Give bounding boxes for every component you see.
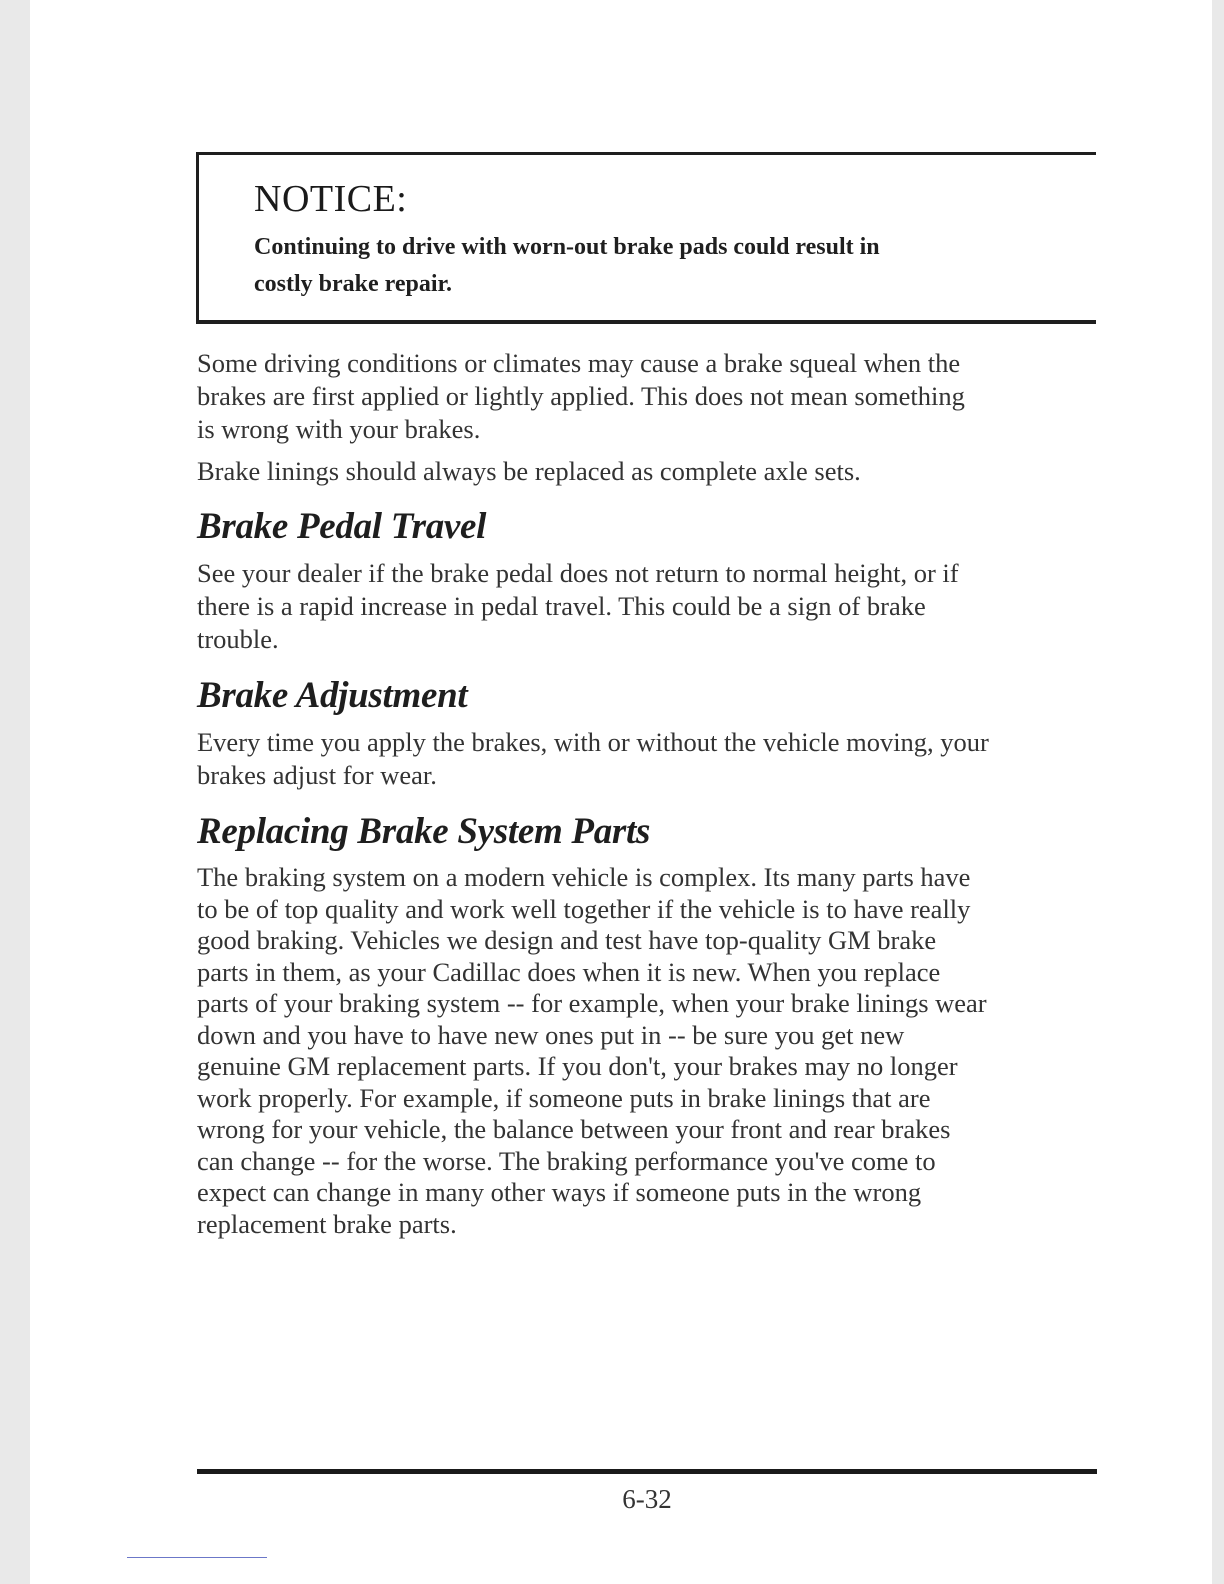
text-line: parts of your braking system -- for example, when your brake linings wear (197, 988, 987, 1018)
notice-line: Continuing to drive with worn-out brake pads could result in (254, 234, 880, 260)
section-heading-brake-adjustment: Brake Adjustment (197, 675, 468, 716)
text-line: Every time you apply the brakes, with or without the vehicle moving, your (197, 727, 989, 757)
notice-title: NOTICE: (254, 178, 408, 220)
text-line: wrong for your vehicle, the balance between your front and rear brakes (197, 1114, 951, 1144)
text-line: replacement brake parts. (197, 1208, 457, 1239)
section-paragraph-brake-adjustment (197, 726, 1097, 792)
page-number: 6-32 (622, 1484, 672, 1514)
text-line: The braking system on a modern vehicle is complex. Its many parts have (197, 862, 971, 892)
notice-text (254, 229, 1034, 303)
text-line: genuine GM replacement parts. If you don't, your brakes may no longer (197, 1051, 958, 1081)
text-line: good braking. Vehicles we design and test have top-quality GM brake (197, 925, 937, 955)
text-line: parts in them, as your Cadillac does when it is new. When you replace (197, 956, 941, 987)
text-line: See your dealer if the brake pedal does not return to normal height, or if (197, 558, 959, 588)
section-heading-replacing-brake-system-parts: Replacing Brake System Parts (197, 811, 651, 852)
intro-paragraph-1 (197, 347, 1097, 446)
section-paragraph-replacing-brake-system-parts (197, 862, 1097, 1240)
text-line: brakes are first applied or lightly applied. This does not mean something (197, 381, 965, 411)
notice-box (196, 152, 1096, 324)
link-underline[interactable] (127, 1557, 267, 1558)
section-heading-brake-pedal-travel: Brake Pedal Travel (197, 506, 487, 547)
text-line: is wrong with your brakes. (197, 414, 481, 444)
section-paragraph-brake-pedal-travel (197, 557, 1097, 656)
text-line: trouble. (197, 624, 279, 654)
text-line: brakes adjust for wear. (197, 760, 437, 790)
intro-paragraph-2: Brake linings should always be replaced as complete axle sets. (197, 456, 861, 486)
text-line: Some driving conditions or climates may cause a brake squeal when the (197, 348, 961, 378)
text-line: work properly. For example, if someone puts in brake linings that are (197, 1082, 931, 1113)
notice-line: costly brake repair. (254, 271, 452, 297)
main-content (197, 347, 1097, 1240)
text-line: there is a rapid increase in pedal travel. This could be a sign of brake (197, 591, 926, 621)
footer-rule (197, 1469, 1097, 1474)
text-line: to be of top quality and work well together if the vehicle is to have really (197, 893, 971, 924)
text-line: down and you have to have new ones put in -- be sure you get new (197, 1019, 905, 1050)
text-line: expect can change in many other ways if someone puts in the wrong (197, 1177, 922, 1207)
text-line: can change -- for the worse. The braking performance you've come to (197, 1145, 936, 1176)
